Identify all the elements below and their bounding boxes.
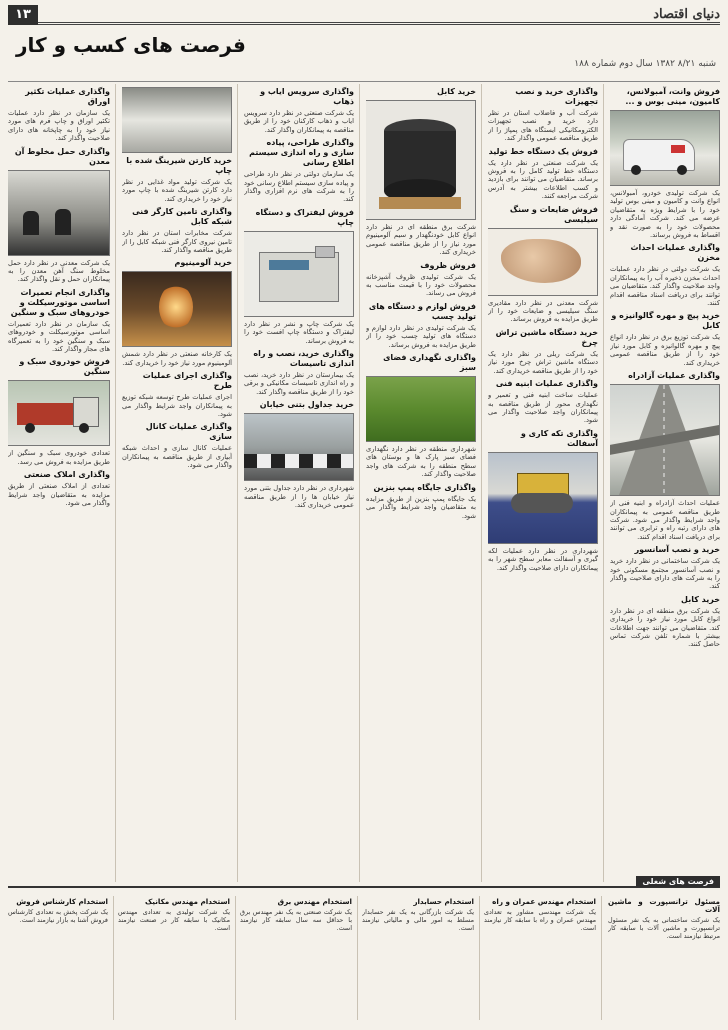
article-title: واگذاری تکه کاری و آسفالت [520,428,598,448]
asphalt-roller-photo [488,452,598,544]
green-space-photo [366,376,476,442]
article-text: یک شرکت ساختمانی در نظر دارد خرید و نصب آسانسور مجتمع مسکونی خود را به شرکت های دارای صلاحیت واگذار کند. [610,557,720,591]
job-title: استخدام کارشناس فروش [16,897,108,906]
job-text: یک شرکت مهندسی مشاور به تعدادی مهندس عمران و راه با سابقه کار نیازمند است. [484,908,596,932]
job-title: استخدام حسابدار [413,897,474,906]
article-text: شرکت معدنی در نظر دارد مقادیری سنگ سیلیسی و ضایعات خود را از طریق مزایده به فروش برساند. [488,298,598,324]
article-text: یک شرکت توزیع برق در نظر دارد انواع پیچ و مهره گالوانیزه و کابل مورد نیاز خود را از طریق مناقصه عمومی خریداری کند. [610,333,720,367]
article-text: یک شرکت تولید مواد غذایی در نظر دارد کارتن شیرینگ شده با چاپ مورد نیاز خود را خریداری کند. [122,178,232,203]
column-rule [235,896,236,1020]
article-text: یک کارخانه صنعتی در نظر دارد شمش آلومینیوم مورد نیاز خود را خریداری کند. [122,350,232,367]
article-title: واگذاری سرویس ایاب و ذهاب [260,87,354,106]
article-title: واگذاری املاک صنعتی [23,470,110,480]
article-title: خرید کابل [681,594,720,604]
job-listing [118,896,230,1022]
article-text: تعدادی از املاک صنعتی از طریق مزایده به متقاضیان واجد شرایط واگذار می شود. [8,482,110,508]
article-title: واگذاری جایگاه پمپ بنزین [373,482,476,492]
article-title: خرید پیچ و مهره گالوانیزه و کابل [611,311,720,331]
article-title: خرید جداول بتنی خیابان [259,400,354,410]
article-text: یک شرکت ریلی در نظر دارد یک دستگاه ماشین تراش چرخ مورد نیاز خود را از طریق مناقصه خریداری کند. [488,349,598,375]
job-text: یک شرکت ساختمانی به یک نفر مسئول ترانسپورت و ماشین آلات با سابقه کار مرتبط نیازمند است. [608,916,720,940]
truck-photo [8,380,110,446]
job-listing [240,896,352,1022]
column-rule [357,896,358,1020]
column-rule [481,84,482,882]
masthead [8,7,720,82]
column-rule [603,84,604,882]
article-title: فروش ضایعات و سنگ سیلیسی [509,204,598,224]
aluminium-furnace-photo [122,271,232,347]
article-title: خرید کابل [437,87,476,96]
column-rule [113,896,114,1020]
article-title: فروش وانت، آمبولانس، کامیون، مینی بوس و ... [625,87,720,106]
article-text: شرکت آب و فاضلاب استان در نظر دارد خرید و نصب تجهیزات الکترومکانیکی ایستگاه های پمپاژ را از طریق مناقصه عمومی واگذار کند. [488,109,598,143]
cable-reel-photo [366,100,476,220]
article-text: یک جایگاه پمپ بنزین از طریق مزایده به متقاضیان واجد شرایط واگذار می شود. [366,494,476,520]
column-rule [359,84,360,882]
article-text: شهرداری منطقه در نظر دارد نگهداری فضای سبز پارک ها و بوستان های سطح منطقه را به شرکت های واجد صلاحیت واگذار کند. [366,445,476,479]
jobs-section [8,877,720,1026]
highway-illustration [610,385,719,495]
job-text: یک شرکت تولیدی به تعدادی مهندس مکانیک با سابقه کار در صنعت نیازمند است. [118,908,230,932]
article-title: خرید آلومینیوم [174,258,232,268]
issue-line: شنبه ۸/۲۱ ۱۳۸۲ سال دوم شماره ۱۸۸ [574,59,716,69]
article-text: یک بیمارستان در نظر دارد خرید، نصب و راه اندازی تاسیسات مکانیکی و برقی خود را از طریق مناقصه واگذار کند. [244,371,354,396]
highway-photo [610,384,720,496]
article-title: واگذاری عملیات تکثیر اوراق [25,87,110,106]
article-title: فروش لیفتراک و دستگاه چاپ [255,207,354,227]
article-title: خرید و نصب آسانسور [634,545,720,555]
article-text: یک شرکت معدنی در نظر دارد حمل مخلوط سنگ آهن معدن را به پیمانکاران حمل و نقل واگذار کند. [8,258,110,284]
article-title: واگذاری خرید، نصب و راه اندازی تاسیسات [253,349,354,369]
article-text: تعدادی خودروی سبک و سنگین از طریق مزایده به فروش می رسد. [8,449,110,466]
article-text: عملیات کانال سازی و احداث شبکه آبیاری از طریق مناقصه به پیمانکاران واگذار می شود. [122,444,232,470]
article-title: واگذاری عملیات ابنیه فنی [495,379,598,389]
mine-photo [8,170,110,256]
article-text: یک شرکت تولیدی در نظر دارد لوازم و دستگاه های تولید چسب خود را از طریق مزایده به فروش برساند. [366,323,476,349]
printer-photo [244,231,354,317]
article-title: واگذاری عملیات احداث مخزن [630,243,720,263]
article-text: یک شرکت دولتی در نظر دارد عملیات احداث مخزن ذخیره آب را به پیمانکاران واجد صلاحیت واگذار کند. متقاضیان می توانند برای دریافت اسناد مناقصه اقدام کنند. [610,265,720,308]
job-listing [362,896,474,1022]
article-title: واگذاری تامین کارگر فنی شبکه کابل [132,207,232,227]
column-rule [479,896,480,1020]
cable-reel-illustration [366,101,475,219]
job-text: یک شرکت پخش به تعدادی کارشناس فروش آشنا به بازار نیازمند است. [8,908,108,924]
article-text: عملیات احداث آزادراه و ابنیه فنی از طریق مناقصه عمومی به پیمانکاران واجد شرایط واگذار می شود. شرکت های دارای رتبه راه و ترابری می توانند برای دریافت اسناد اقدام کنند. [610,499,720,541]
article-title: فروش خودروی سبک و سنگین [19,357,110,377]
section-title: فرصت های کسب و کار [16,33,246,57]
job-title: مسئول ترانسپورت و ماشین آلات [608,897,720,914]
article-text: عملیات ساخت ابنیه فنی و تعمیر و نگهداری محور از طریق مناقصه به پیمانکاران واجد صلاحیت واگذار می شود. [488,391,598,425]
job-title: استخدام مهندس مکانیک [144,897,230,906]
job-title: استخدام مهندس عمران و راه [492,897,596,906]
column-2 [488,84,598,882]
job-listing [8,896,108,1022]
article-text: یک شرکت صنعتی در نظر دارد یک دستگاه خط تولید کامل را به فروش برساند. متقاضیان می توانند برای بازدید و کسب اطلاعات بیشتر به آدرس شرکت مراجعه کنند. [488,158,598,201]
article-text: یک شرکت برق منطقه ای در نظر دارد انواع کابل مورد نیاز خود را خریداری کند. متقاضیان می توانند جهت اطلاعات بیشتر با شماره تلفن شرکت تماس حاصل کنند. [610,606,720,649]
column-1 [610,84,720,882]
column-5 [122,84,232,882]
job-text: یک شرکت صنعتی به یک نفر مهندس برق با حداقل سه سال سابقه کار نیازمند است. [240,908,352,932]
article-text: اجرای عملیات طرح توسعه شبکه توزیع به پیمانکاران واجد شرایط واگذار می شود. [122,393,232,419]
article-text: شرکت برق منطقه ای در نظر دارد انواع کابل خودنگهدار و سیم آلومینیوم مورد نیاز را از طریق مناقصه عمومی خریداری کند. [366,223,476,257]
newspaper-logo: دنیای اقتصاد [653,7,720,22]
ambulance-photo [610,110,720,186]
jobs-section-title: فرصت های شغلی [636,876,720,887]
column-4 [244,84,354,882]
article-title: واگذاری عملیات آزادراه [628,371,720,381]
article-text: یک سازمان در نظر دارد تعمیرات اساسی موتورسیکلت و خودروهای سبک و سنگین خود را به تعمیرگاه های مجاز واگذار کند. [8,319,110,354]
article-title: واگذاری نگهداری فضای سبز [383,353,476,373]
concrete-curb-photo [244,413,354,481]
article-text: شهرداری در نظر دارد عملیات لکه گیری و آسفالت معابر سطح شهر را به پیمانکاران دارای صلاحیت واگذار کند. [488,546,598,572]
article-text: یک شرکت چاپ و نشر در نظر دارد لیفتراک و دستگاه چاپ افست خود را به فروش برساند. [244,319,354,345]
job-listing [608,896,720,1022]
article-text: یک شرکت صنعتی در نظر دارد سرویس ایاب و ذهاب کارکنان خود را از طریق مناقصه به پیمانکاران واگذار کند. [244,109,354,134]
article-title: واگذاری خرید و نصب تجهیزات [515,87,598,106]
article-text: یک شرکت تولیدی خودرو، آمبولانس، انواع وانت و کامیون و مینی بوس تولید خود را با شرایط ویژه به متقاضیان عرضه می کند. شرکت آمادگی دارد محصولات خود را به صورت نقد و اقساط به فروش برساند. [610,189,720,240]
article-title: فروش یک دستگاه خط تولید [488,146,598,156]
article-title: واگذاری حمل مخلوط آن معدن [14,146,110,166]
article-text: یک سازمان دولتی در نظر دارد طراحی و پیاده سازی سیستم اطلاع رسانی خود را به شرکت های نرم افزاری واگذار کند. [244,170,354,204]
job-title: استخدام مهندس برق [277,897,352,906]
article-title: واگذاری عملیات کانال سازی [145,422,232,442]
column-rule [115,84,116,882]
page-number: ۱۳ [8,5,38,25]
article-text: شرکت مخابرات استان در نظر دارد تامین نیروی کارگر فنی شبکه کابل را از طریق مناقصه واگذار کند. [122,229,232,255]
column-rule [601,896,602,1020]
paper-rolls-photo [122,87,232,153]
article-title: خرید کارتن شیرینگ شده با چاپ [126,156,232,175]
article-title: خرید دستگاه ماشین تراش چرخ [495,327,598,347]
curb-illustration [244,414,353,480]
column-3 [366,84,476,882]
article-title: واگذاری اجرای عملیات طرح [142,371,232,391]
article-title: واگذاری انجام تعمیرات اساسی موتورسیکلت و خودروهای سبک و سنگین [10,287,110,317]
article-text: شهرداری در نظر دارد جداول بتنی مورد نیاز خیابان ها را از طریق مناقصه عمومی خریداری کند. [244,484,354,510]
column-rule [237,84,238,882]
article-title: فروش لوازم و دستگاه های تولید چسب [368,301,476,321]
job-listing [484,896,596,1022]
job-text: یک شرکت بازرگانی به یک نفر حسابدار مسلط به امور مالی و مالیاتی نیازمند است. [362,908,474,932]
column-6 [8,84,110,882]
article-text: یک سازمان در نظر دارد عملیات تکثیر اوراق و چاپ فرم های مورد نیاز خود را به چاپخانه های دارای صلاحیت واگذار کند. [8,109,110,143]
article-title: واگذاری طراحی، پیاده سازی و راه اندازی سیستم اطلاع رسانی [249,138,354,168]
article-title: فروش ظروف [420,260,476,270]
stone-photo [488,228,598,296]
article-text: یک شرکت تولیدی ظروف آشپزخانه محصولات خود را با قیمت مناسب به فروش می رساند. [366,272,476,298]
